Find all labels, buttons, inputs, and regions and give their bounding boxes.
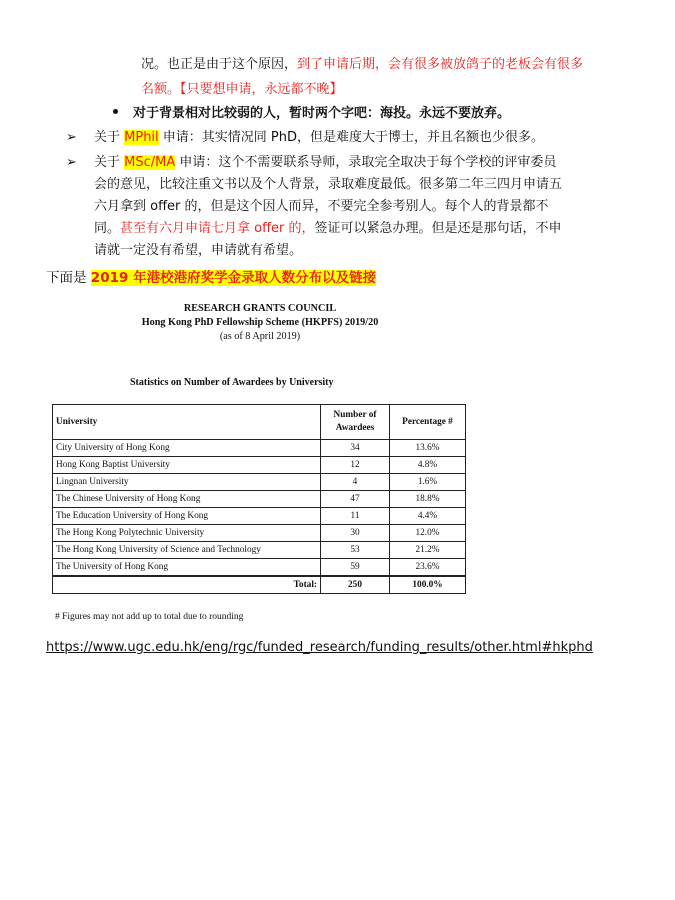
cell-awardees: 47 bbox=[321, 491, 390, 508]
bullet-text: 对于背景相对比较弱的人，暂时两个字吧：海投。永远不要放弃。 bbox=[133, 106, 511, 121]
table-row bbox=[53, 559, 466, 577]
cell-awardees: 59 bbox=[321, 559, 390, 577]
cell-awardees: 30 bbox=[321, 525, 390, 542]
paragraph-line: 名额。【只要想申请，永远都不晚】 bbox=[141, 82, 343, 97]
red-emphasis: 到了申请后期，会有很多被放鸽子的老板会有很多 bbox=[297, 57, 584, 72]
cell-university: The University of Hong Kong bbox=[53, 559, 321, 577]
bullet-item bbox=[113, 101, 510, 126]
header-university: University bbox=[53, 405, 321, 440]
text-span: 关于 bbox=[94, 155, 125, 170]
rgc-org: RESEARCH GRANTS COUNCIL bbox=[183, 303, 337, 314]
cell-university: The Chinese University of Hong Kong bbox=[53, 491, 321, 508]
cell-university: Lingnan University bbox=[53, 474, 321, 491]
cell-percentage: 23.6% bbox=[390, 559, 466, 577]
cell-percentage: 18.8% bbox=[390, 491, 466, 508]
text-span: 申请：这个不需要联系导师，录取完全取决于每个学校的评审委员 bbox=[175, 155, 557, 170]
cell-percentage: 12.0% bbox=[390, 525, 466, 542]
table-row bbox=[53, 474, 466, 491]
bullet-icon bbox=[113, 109, 118, 114]
paragraph-line: 六月拿到 offer 的，但是这个因人而异，不要完全参考别人。每个人的背景都不 bbox=[94, 199, 549, 214]
cell-percentage: 1.6% bbox=[390, 474, 466, 491]
paragraph-line: 会的意见，比较注重文书以及个人背景，录取难度最低。很多第二年三四月申请五 bbox=[94, 177, 563, 192]
table-row bbox=[53, 525, 466, 542]
cell-awardees: 34 bbox=[321, 440, 390, 457]
highlight-term: MSc/MA bbox=[124, 155, 176, 170]
table-row bbox=[53, 457, 466, 474]
text-span: 关于 bbox=[94, 130, 125, 145]
total-awardees: 250 bbox=[321, 576, 390, 594]
awardees-table bbox=[52, 404, 466, 594]
table-footnote: # Figures may not add up to total due to rounding bbox=[55, 612, 244, 622]
cell-awardees: 53 bbox=[321, 542, 390, 559]
cell-percentage: 13.6% bbox=[390, 440, 466, 457]
header-percentage: Percentage # bbox=[390, 405, 466, 440]
cell-university: The Education University of Hong Kong bbox=[53, 508, 321, 525]
section-intro bbox=[46, 266, 376, 291]
red-emphasis: 甚至有六月申请七月拿 offer 的， bbox=[120, 221, 315, 236]
highlight-term: MPhil bbox=[124, 130, 159, 145]
text-span: 同。 bbox=[94, 221, 121, 236]
header-awardees: Number of Awardees bbox=[321, 405, 390, 440]
arrow-bullet-icon: ➢ bbox=[66, 130, 77, 145]
cell-university: Hong Kong Baptist University bbox=[53, 457, 321, 474]
cell-percentage: 4.4% bbox=[390, 508, 466, 525]
cell-percentage: 21.2% bbox=[390, 542, 466, 559]
cell-percentage: 4.8% bbox=[390, 457, 466, 474]
table-row bbox=[53, 542, 466, 559]
arrow-item-mphil bbox=[66, 125, 544, 150]
table-row bbox=[53, 491, 466, 508]
cell-university: The Hong Kong Polytechnic University bbox=[53, 525, 321, 542]
text-span: 况。也正是由于这个原因， bbox=[141, 57, 298, 72]
paragraph-line bbox=[141, 52, 583, 77]
section-title: 2019 年港校港府奖学金录取人数分布以及链接 bbox=[90, 270, 377, 286]
paragraph-line: 请就一定没有希望，申请就有希望。 bbox=[94, 243, 303, 258]
stats-title: Statistics on Number of Awardees by University bbox=[130, 377, 334, 388]
text-span: 下面是 bbox=[46, 270, 91, 286]
table-row bbox=[53, 508, 466, 525]
table-row bbox=[53, 440, 466, 457]
total-label: Total: bbox=[53, 576, 321, 594]
cell-awardees: 4 bbox=[321, 474, 390, 491]
cell-awardees: 12 bbox=[321, 457, 390, 474]
rgc-scheme: Hong Kong PhD Fellowship Scheme (HKPFS) 2019/20 bbox=[141, 317, 379, 328]
table-header-row bbox=[53, 405, 466, 440]
rgc-date: (as of 8 April 2019) bbox=[219, 331, 301, 342]
source-link[interactable]: https://www.ugc.edu.hk/eng/rgc/funded_research/funding_results/other.html#hkphd bbox=[46, 640, 593, 655]
table-total-row bbox=[53, 576, 466, 594]
arrow-bullet-icon: ➢ bbox=[66, 155, 77, 170]
cell-university: The Hong Kong University of Science and Technology bbox=[53, 542, 321, 559]
total-percentage: 100.0% bbox=[390, 576, 466, 594]
text-span: 签证可以紧急办理。但是还是那句话，不申 bbox=[314, 221, 562, 236]
text-span: 申请：其实情况同 PhD，但是难度大于博士，并且名额也少很多。 bbox=[158, 130, 545, 145]
cell-university: City University of Hong Kong bbox=[53, 440, 321, 457]
cell-awardees: 11 bbox=[321, 508, 390, 525]
